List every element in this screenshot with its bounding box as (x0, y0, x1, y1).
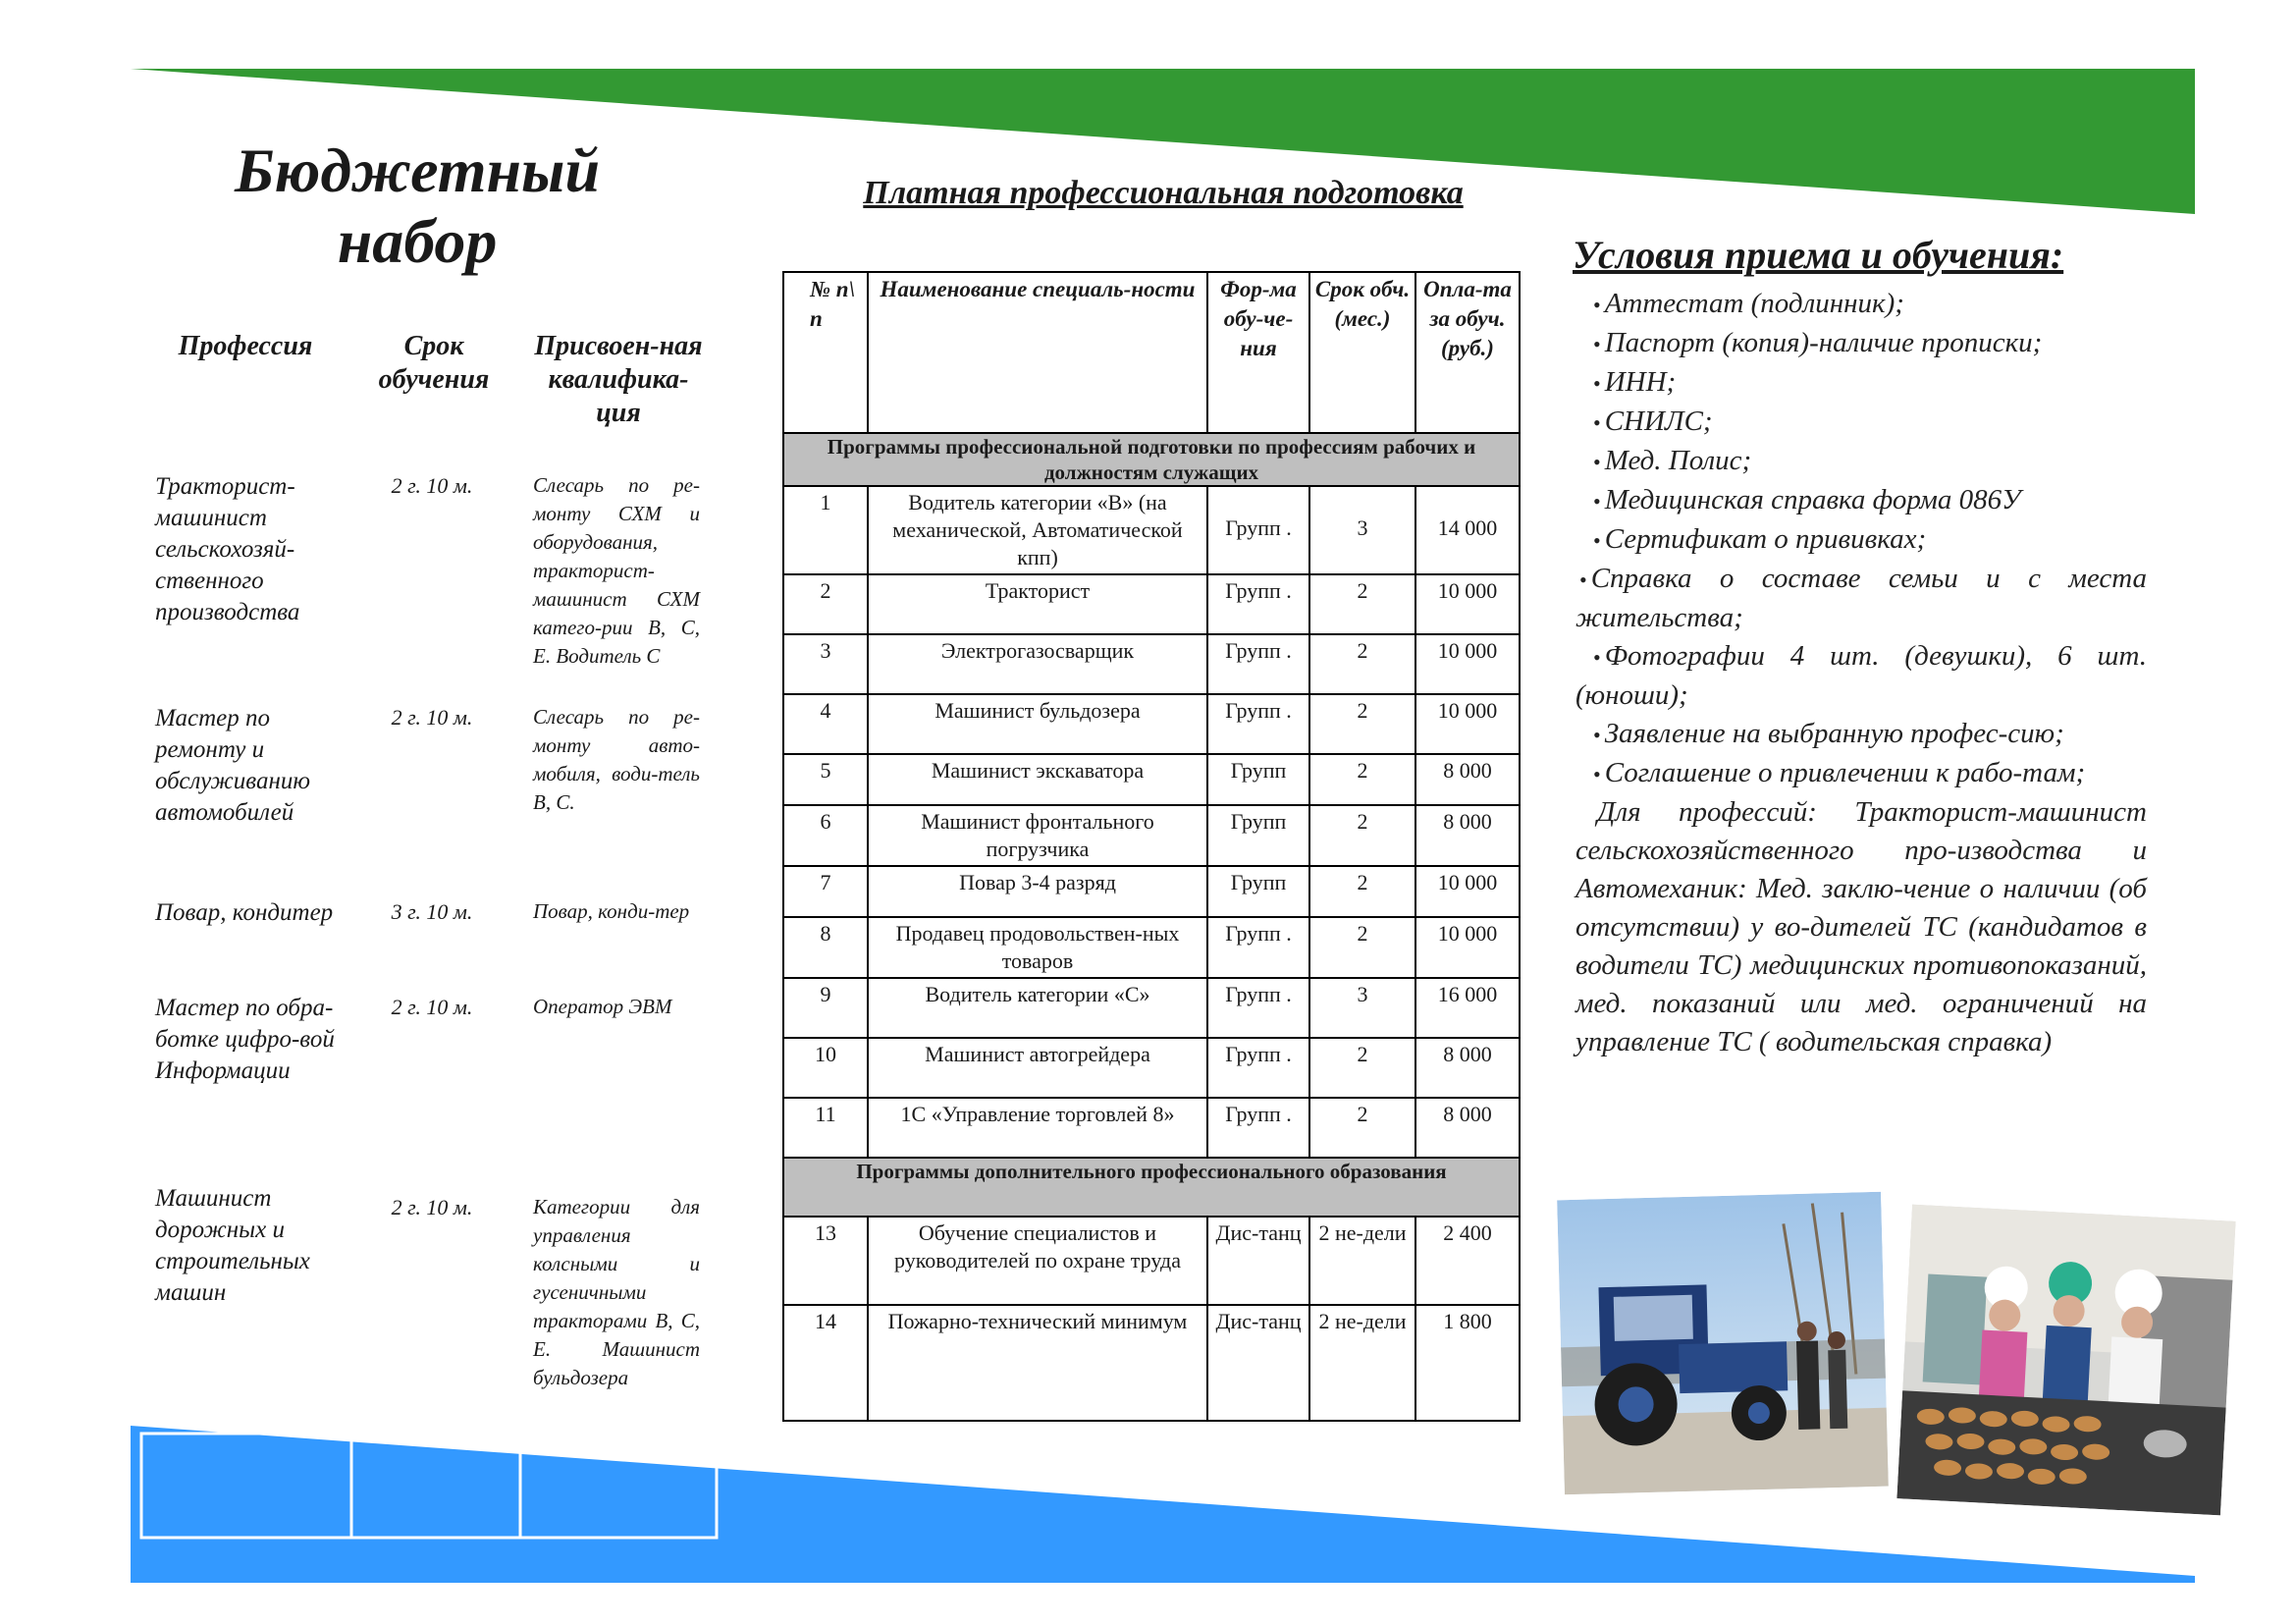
cell-name: Обучение специалистов и руководителей по охране труда (868, 1217, 1207, 1305)
list-item: • Медицинская справка форма 086У (1593, 484, 2021, 515)
budget-row-4-qualification: Оператор ЭВМ (533, 995, 672, 1018)
budget-row-3-qualification: Повар, конди-тер (533, 899, 690, 923)
cell-form: Групп . (1207, 634, 1309, 694)
cell-name: Машинист автогрейдера (868, 1038, 1207, 1098)
bullet-icon: • (1593, 528, 1601, 553)
cell-term: 2 (1309, 574, 1415, 634)
cell-num: 3 (783, 634, 868, 694)
cell-price: 10 000 (1415, 634, 1520, 694)
budget-title-line2: набор (337, 206, 498, 276)
budget-row-2-profession: Мастер по ремонту и обслуживанию автомобилей (155, 705, 311, 826)
paid-table (782, 271, 1521, 1422)
list-item: • Фотографии 4 шт. (девушки), 6 шт. (юноши); (1575, 640, 2147, 711)
cell-name: Повар 3-4 разряд (868, 866, 1207, 917)
cell-num: 5 (783, 754, 868, 805)
section-row (783, 1158, 1520, 1217)
cell-price: 8 000 (1415, 754, 1520, 805)
list-item: • Паспорт (копия)-наличие прописки; (1593, 327, 2043, 358)
cell-form: Групп . (1207, 1038, 1309, 1098)
table-row (783, 486, 1520, 574)
cell-term: 2 не-дели (1309, 1217, 1415, 1305)
cell-term: 2 не-дели (1309, 1305, 1415, 1421)
budget-row-1-qualification: Слесарь по ре-монту СХМ и оборудования, тракторист-машинист СХМ катего-рии В, С, Е. Водитель С (533, 473, 700, 668)
cell-term: 2 (1309, 1098, 1415, 1158)
cell-num: 1 (783, 486, 868, 574)
cell-form: Групп . (1207, 1098, 1309, 1158)
cell-form: Групп . (1207, 917, 1309, 978)
th-price: Опла-та за обуч. (руб.) (1415, 272, 1520, 433)
table-row (783, 866, 1520, 917)
cell-term: 2 (1309, 866, 1415, 917)
bullet-icon: • (1593, 371, 1601, 396)
cell-price: 14 000 (1415, 486, 1520, 574)
bullet-icon: • (1593, 293, 1601, 317)
list-item: • Мед. Полис; (1593, 445, 1752, 476)
cell-form: Групп (1207, 866, 1309, 917)
cell-num: 13 (783, 1217, 868, 1305)
table-row (783, 634, 1520, 694)
cell-term: 2 (1309, 754, 1415, 805)
conditions-note: Для профессий: Тракторист-машинист сельскохозяйственного про-изводства и Автомеханик: Мед. заклю-чение о наличии (об отсутствии) у во-дителей ТС (кандидатов в водители ТС) медицинских противопоказаний, мед. показаний или мед. ограничений на управление ТС ( водительская справка) (1575, 796, 2147, 1057)
cell-term: 3 (1309, 978, 1415, 1038)
cooks-photo (1896, 1205, 2235, 1516)
th-form: Фор-ма обу-че-ния (1207, 272, 1309, 433)
cell-price: 8 000 (1415, 805, 1520, 866)
budget-row-4-profession: Мастер по обра-ботке цифро-вой Информации (155, 995, 335, 1084)
cell-term: 2 (1309, 805, 1415, 866)
cell-form: Групп . (1207, 486, 1309, 574)
table-row (783, 1217, 1520, 1305)
cell-term: 2 (1309, 1038, 1415, 1098)
cell-name: Водитель категории «В» (на механической, Автоматической кпп) (868, 486, 1207, 574)
budget-row-5-profession: Машинист дорожных и строительных машин (155, 1185, 310, 1306)
table-row (783, 1098, 1520, 1158)
budget-row-3-term: 3 г. 10 м. (391, 899, 473, 924)
table-row (783, 694, 1520, 754)
conditions-title: Условия приема и обучения: (1573, 233, 2064, 277)
cell-num: 7 (783, 866, 868, 917)
cell-term: 2 (1309, 917, 1415, 978)
budget-title (157, 135, 677, 277)
cell-form: Групп (1207, 754, 1309, 805)
table-header-row (783, 272, 1520, 433)
cell-term: 2 (1309, 694, 1415, 754)
th-name: Наименование специаль-ности (868, 272, 1207, 433)
conditions-list (1575, 285, 2147, 1061)
cell-form: Дис-танц (1207, 1305, 1309, 1421)
cell-num: 4 (783, 694, 868, 754)
th-num: № п\ п (783, 272, 868, 433)
table-row (783, 805, 1520, 866)
cell-num: 2 (783, 574, 868, 634)
cell-num: 10 (783, 1038, 868, 1098)
section-2-title: Программы дополнительного профессионального образования (783, 1158, 1520, 1217)
list-item: • Справка о составе семьи и с места жительства; (1575, 563, 2147, 633)
cell-name: Пожарно-технический минимум (868, 1305, 1207, 1421)
list-item: • Сертификат о прививках; (1593, 523, 1927, 555)
tractor-photo (1557, 1192, 1889, 1495)
cell-price: 16 000 (1415, 978, 1520, 1038)
list-item: • Аттестат (подлинник); (1593, 288, 1904, 319)
list-item: • ИНН; (1593, 366, 1677, 398)
cell-name: Тракторист (868, 574, 1207, 634)
cell-form: Групп . (1207, 978, 1309, 1038)
cell-num: 6 (783, 805, 868, 866)
cell-form: Групп . (1207, 694, 1309, 754)
table-row (783, 1305, 1520, 1421)
cell-price: 8 000 (1415, 1098, 1520, 1158)
section-1-title: Программы профессиональной подготовки по профессиям рабочих и должностям служащих (783, 433, 1520, 486)
budget-title-line1: Бюджетный (234, 135, 601, 205)
cell-name: Машинист экскаватора (868, 754, 1207, 805)
budget-row-4-term: 2 г. 10 м. (391, 995, 473, 1019)
bullet-icon: • (1593, 489, 1601, 514)
bullet-icon: • (1593, 450, 1601, 474)
budget-row-1-term: 2 г. 10 м. (391, 473, 473, 498)
table-row (783, 574, 1520, 634)
header-term: Срок обучения (378, 331, 490, 395)
cell-price: 10 000 (1415, 694, 1520, 754)
budget-row-2-qualification: Слесарь по ре-монту авто-мобиля, води-тель В, С. (533, 705, 700, 814)
list-item: • СНИЛС; (1593, 406, 1713, 437)
cell-price: 8 000 (1415, 1038, 1520, 1098)
cell-term: 3 (1309, 486, 1415, 574)
cell-name: Электрогазосварщик (868, 634, 1207, 694)
cell-name: Машинист фронтального погрузчика (868, 805, 1207, 866)
budget-row-3-profession: Повар, кондитер (155, 899, 334, 926)
cell-name: Водитель категории «С» (868, 978, 1207, 1038)
th-term: Срок обч. (мес.) (1309, 272, 1415, 433)
budget-row-5-term: 2 г. 10 м. (391, 1195, 473, 1219)
cell-num: 11 (783, 1098, 868, 1158)
table-row (783, 978, 1520, 1038)
budget-row-1-profession: Тракторист-машинист сельскохозяй-ственного производства (155, 473, 300, 625)
list-item: • Заявление на выбранную профес-сию; (1593, 718, 2064, 749)
section-row (783, 433, 1520, 486)
cell-price: 10 000 (1415, 574, 1520, 634)
cell-num: 14 (783, 1305, 868, 1421)
table-row (783, 754, 1520, 805)
bullet-icon: • (1593, 332, 1601, 356)
header-profession: Профессия (178, 331, 313, 361)
budget-row-5-qualification: Категории для управления колсными и гусеничными тракторами В, С, Е. Машинист бульдозера (533, 1195, 700, 1389)
cell-term: 2 (1309, 634, 1415, 694)
table-row (783, 1038, 1520, 1098)
bullet-icon: • (1593, 410, 1601, 435)
cell-num: 8 (783, 917, 868, 978)
bullet-icon: • (1579, 568, 1587, 592)
cell-price: 2 400 (1415, 1217, 1520, 1305)
cell-price: 10 000 (1415, 866, 1520, 917)
cell-name: Машинист бульдозера (868, 694, 1207, 754)
cell-form: Дис-танц (1207, 1217, 1309, 1305)
cell-name: Продавец продовольствен-ных товаров (868, 917, 1207, 978)
bullet-icon: • (1593, 723, 1601, 747)
budget-row-2-term: 2 г. 10 м. (391, 705, 473, 730)
bullet-icon: • (1593, 762, 1601, 786)
cell-form: Групп (1207, 805, 1309, 866)
list-item: • Соглашение о привлечении к рабо-там; (1593, 757, 2086, 788)
header-qualification: Присвоен-ная квалифика-ция (534, 331, 703, 428)
table-row (783, 917, 1520, 978)
cell-price: 1 800 (1415, 1305, 1520, 1421)
cell-num: 9 (783, 978, 868, 1038)
paid-title: Платная профессиональная подготовка (863, 175, 1464, 211)
bullet-icon: • (1593, 645, 1601, 670)
cell-name: 1С «Управление торговлей 8» (868, 1098, 1207, 1158)
cell-price: 10 000 (1415, 917, 1520, 978)
cell-form: Групп . (1207, 574, 1309, 634)
